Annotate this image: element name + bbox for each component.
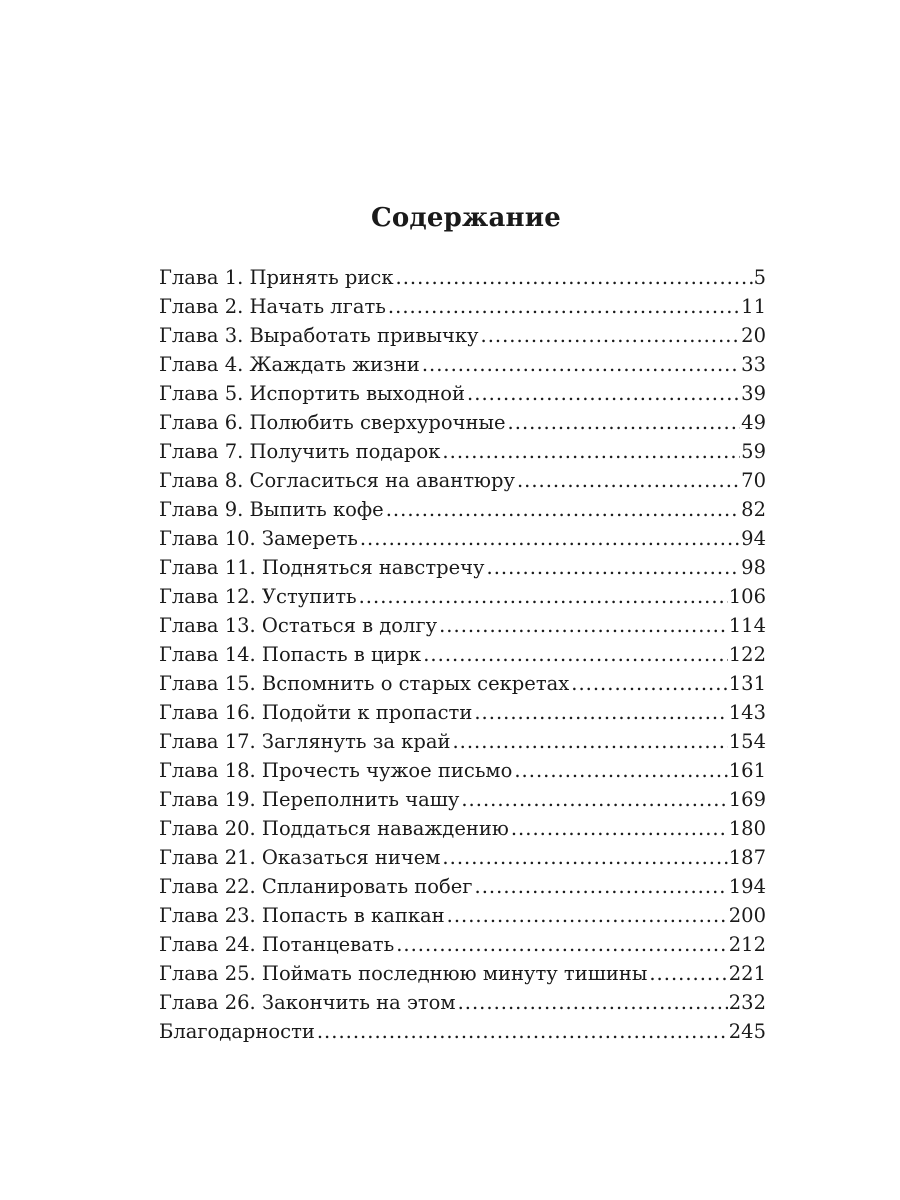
toc-dot-leader — [386, 495, 740, 524]
toc-dot-leader — [571, 669, 728, 698]
toc-page-number: 187 — [728, 846, 766, 869]
toc-dot-leader — [396, 263, 753, 292]
toc-row — [159, 756, 766, 785]
toc-entry-title: Глава 16. Подойти к пропасти — [159, 701, 473, 724]
toc-page-number: 169 — [728, 788, 766, 811]
toc-row — [159, 379, 766, 408]
toc-page-number: 143 — [728, 701, 766, 724]
toc-row — [159, 1017, 766, 1046]
toc-dot-leader — [481, 321, 741, 350]
toc-dot-leader — [487, 553, 741, 582]
toc-dot-leader — [452, 727, 727, 756]
toc-entry-title: Глава 13. Остаться в долгу — [159, 614, 438, 637]
toc-page-number: 232 — [728, 991, 766, 1014]
toc-dot-leader — [388, 292, 740, 321]
toc-page-number: 200 — [728, 904, 766, 927]
toc-row — [159, 727, 766, 756]
toc-page-number: 20 — [741, 324, 766, 347]
toc-entry-title: Глава 12. Уступить — [159, 585, 357, 608]
toc-page-number: 114 — [728, 614, 766, 637]
toc-page-number: 154 — [728, 730, 766, 753]
toc-row — [159, 292, 766, 321]
toc-entry-title: Глава 19. Переполнить чашу — [159, 788, 460, 811]
toc-dot-leader — [508, 408, 741, 437]
toc-dot-leader — [423, 640, 728, 669]
toc-page-number: 94 — [741, 527, 766, 550]
toc-row — [159, 263, 766, 292]
toc-page-number: 245 — [728, 1020, 766, 1043]
toc-entry-title: Глава 23. Попасть в капкан — [159, 904, 445, 927]
toc-row — [159, 408, 766, 437]
toc-row — [159, 698, 766, 727]
toc-entry-title: Глава 18. Прочесть чужое письмо — [159, 759, 513, 782]
toc-dot-leader — [514, 756, 727, 785]
toc-dot-leader — [517, 466, 740, 495]
toc-page-number: 180 — [728, 817, 766, 840]
toc-dot-leader — [360, 524, 740, 553]
toc-page-number: 194 — [728, 875, 766, 898]
toc-row — [159, 611, 766, 640]
toc-entry-title: Глава 1. Принять риск — [159, 266, 394, 289]
toc-dot-leader — [475, 872, 728, 901]
toc-row — [159, 350, 766, 379]
toc-page-number: 11 — [741, 295, 766, 318]
toc-row — [159, 872, 766, 901]
toc-entry-title: Глава 25. Поймать последнюю минуту тишины — [159, 962, 648, 985]
toc-page-number: 212 — [728, 933, 766, 956]
toc-entry-title: Глава 2. Начать лгать — [159, 295, 386, 318]
toc-page-number: 5 — [753, 266, 766, 289]
toc-row — [159, 988, 766, 1017]
toc-dot-leader — [439, 611, 728, 640]
toc-dot-leader — [467, 379, 740, 408]
toc-row — [159, 669, 766, 698]
toc-row — [159, 553, 766, 582]
toc-page-number: 122 — [728, 643, 766, 666]
toc-row — [159, 785, 766, 814]
toc-dot-leader — [359, 582, 728, 611]
toc-row — [159, 930, 766, 959]
toc-entry-title: Глава 5. Испортить выходной — [159, 382, 466, 405]
toc-dot-leader — [447, 901, 728, 930]
toc-row — [159, 959, 766, 988]
toc-row — [159, 814, 766, 843]
toc-entry-title: Глава 8. Согласиться на авантюру — [159, 469, 515, 492]
toc-row — [159, 640, 766, 669]
toc-page-number: 49 — [741, 411, 766, 434]
toc-entry-title: Глава 26. Закончить на этом — [159, 991, 456, 1014]
toc-row — [159, 901, 766, 930]
toc-entry-title: Глава 17. Заглянуть за край — [159, 730, 451, 753]
toc-dot-leader — [511, 814, 728, 843]
toc-dot-leader — [442, 437, 740, 466]
page-title: Содержание — [370, 203, 562, 233]
toc-dot-leader — [396, 930, 728, 959]
toc-row — [159, 321, 766, 350]
toc-page-number: 39 — [741, 382, 766, 405]
toc-dot-leader — [458, 988, 728, 1017]
toc-page-number: 221 — [728, 962, 766, 985]
toc-row — [159, 524, 766, 553]
toc-entry-title: Благодарности — [159, 1020, 315, 1043]
toc-page-number: 33 — [741, 353, 766, 376]
toc-page-number: 106 — [728, 585, 766, 608]
toc-row — [159, 843, 766, 872]
toc-page-number: 161 — [728, 759, 766, 782]
toc-row — [159, 466, 766, 495]
toc-entry-title: Глава 24. Потанцевать — [159, 933, 395, 956]
toc-entry-title: Глава 15. Вспомнить о старых секретах — [159, 672, 570, 695]
toc-entry-title: Глава 20. Поддаться наваждению — [159, 817, 509, 840]
toc-entry-title: Глава 7. Получить подарок — [159, 440, 441, 463]
toc-page-number: 131 — [728, 672, 766, 695]
toc-entry-title: Глава 22. Спланировать побег — [159, 875, 473, 898]
toc-entry-title: Глава 3. Выработать привычку — [159, 324, 479, 347]
toc-entry-title: Глава 21. Оказаться ничем — [159, 846, 441, 869]
toc-dot-leader — [422, 350, 740, 379]
toc-page-number: 59 — [741, 440, 766, 463]
toc-row — [159, 582, 766, 611]
toc-page-number: 82 — [741, 498, 766, 521]
toc-row — [159, 495, 766, 524]
toc-dot-leader — [649, 959, 727, 988]
toc-dot-leader — [317, 1017, 728, 1046]
toc-entry-title: Глава 11. Подняться навстречу — [159, 556, 485, 579]
toc-dot-leader — [461, 785, 727, 814]
toc-entry-title: Глава 4. Жаждать жизни — [159, 353, 420, 376]
toc-entry-title: Глава 14. Попасть в цирк — [159, 643, 422, 666]
toc-entry-title: Глава 10. Замереть — [159, 527, 358, 550]
toc-dot-leader — [474, 698, 727, 727]
toc-dot-leader — [442, 843, 727, 872]
toc-page-number: 70 — [741, 469, 766, 492]
table-of-contents — [159, 263, 766, 1046]
toc-row — [159, 437, 766, 466]
toc-entry-title: Глава 6. Полюбить сверхурочные — [159, 411, 506, 434]
toc-entry-title: Глава 9. Выпить кофе — [159, 498, 384, 521]
toc-page-number: 98 — [741, 556, 766, 579]
